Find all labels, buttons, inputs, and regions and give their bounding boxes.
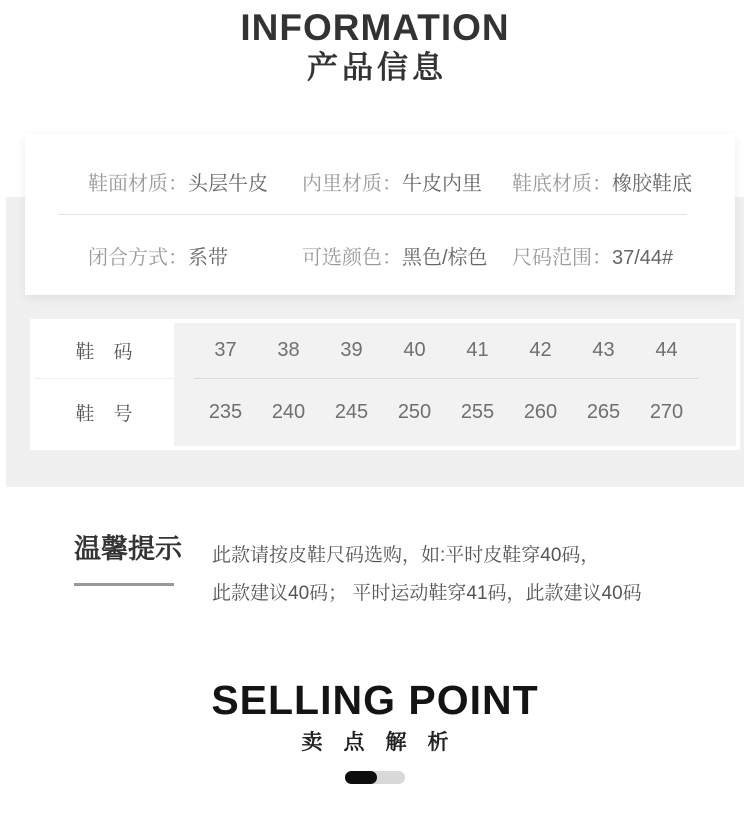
size-chart-data-area bbox=[174, 323, 736, 446]
product-attributes-card bbox=[25, 134, 735, 295]
selling-point-header bbox=[0, 678, 750, 784]
shoe-size-cell: 40 bbox=[403, 339, 426, 361]
attribute-label: 鞋面材质： bbox=[88, 172, 188, 195]
attribute-value: 黑色/棕色 bbox=[402, 246, 488, 269]
size-chart-table bbox=[30, 319, 740, 450]
shoe-size-cell: 42 bbox=[529, 339, 552, 361]
shoe-number-cell: 240 bbox=[271, 401, 306, 423]
shoe-number-row bbox=[194, 379, 698, 446]
pager-indicator bbox=[345, 771, 405, 784]
warm-tips-line: 此款请按皮鞋尺码选购，如:平时皮鞋穿40码， bbox=[212, 545, 600, 566]
attribute-label: 可选颜色： bbox=[302, 246, 402, 269]
attribute-item bbox=[512, 167, 735, 196]
attribute-row bbox=[25, 134, 735, 214]
shoe-number-cell: 255 bbox=[460, 401, 495, 423]
shoe-size-cell: 37 bbox=[214, 339, 237, 361]
attribute-item bbox=[88, 241, 302, 270]
size-row-label: 鞋 号 bbox=[75, 404, 133, 425]
shoe-size-cell: 43 bbox=[592, 339, 615, 361]
attribute-label: 尺码范围： bbox=[512, 246, 612, 269]
shoe-number-cell: 260 bbox=[523, 401, 558, 423]
warm-tips-text bbox=[212, 537, 642, 613]
attribute-label: 内里材质： bbox=[302, 172, 402, 195]
info-title-zh: 产品信息 bbox=[307, 50, 447, 85]
size-row-label: 鞋 码 bbox=[34, 323, 174, 379]
shoe-number-cell: 270 bbox=[649, 401, 684, 423]
attribute-item bbox=[302, 241, 512, 270]
size-chart-label-column bbox=[34, 323, 174, 446]
shoe-number-cell: 235 bbox=[208, 401, 243, 423]
attribute-item bbox=[88, 167, 302, 196]
info-title-en: INFORMATION bbox=[240, 7, 510, 48]
shoe-size-row bbox=[194, 323, 698, 379]
info-section-header bbox=[0, 8, 750, 86]
shoe-number-cell: 265 bbox=[586, 401, 621, 423]
shoe-number-cell: 250 bbox=[397, 401, 432, 423]
attribute-value: 头层牛皮 bbox=[188, 172, 268, 195]
shoe-size-cell: 44 bbox=[655, 339, 678, 361]
attribute-value: 37/44# bbox=[612, 246, 674, 269]
attribute-value: 系带 bbox=[188, 246, 228, 269]
attribute-value: 橡胶鞋底 bbox=[612, 172, 692, 195]
pager-indicator-active-segment bbox=[345, 771, 377, 784]
attribute-item bbox=[512, 241, 735, 270]
attribute-label: 鞋底材质： bbox=[512, 172, 612, 195]
warm-tips-line: 此款建议40码； 平时运动鞋穿41码，此款建议40码 bbox=[212, 583, 642, 604]
warm-tips-heading-block bbox=[74, 534, 182, 586]
warm-tips-underline bbox=[74, 583, 174, 586]
warm-tips-heading: 温馨提示 bbox=[74, 534, 182, 564]
warm-tips-section bbox=[74, 534, 642, 613]
shoe-size-cell: 38 bbox=[277, 339, 300, 361]
attribute-label: 闭合方式： bbox=[88, 246, 188, 269]
shoe-size-cell: 39 bbox=[340, 339, 363, 361]
selling-point-title-zh: 卖 点 解 析 bbox=[301, 731, 449, 754]
selling-point-title-en: SELLING POINT bbox=[211, 677, 539, 723]
shoe-size-cell: 41 bbox=[466, 339, 489, 361]
attribute-item bbox=[302, 167, 512, 196]
attribute-row bbox=[25, 215, 735, 295]
shoe-number-cell: 245 bbox=[334, 401, 369, 423]
attribute-value: 牛皮内里 bbox=[402, 172, 482, 195]
